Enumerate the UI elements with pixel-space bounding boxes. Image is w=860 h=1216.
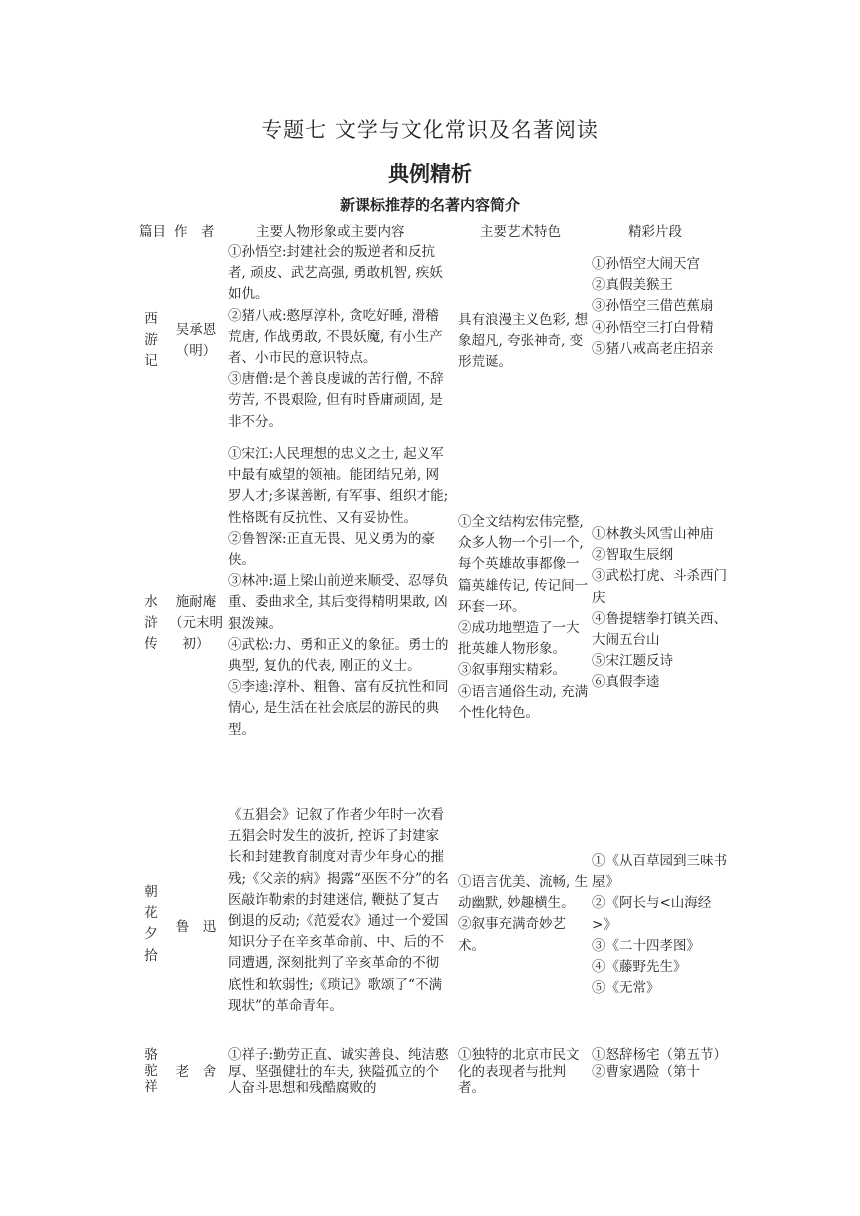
- row4-art: ①独特的北京市民文化的表现者与批判者。: [458, 1047, 580, 1096]
- row3-title: 朝 花 夕 拾: [144, 884, 158, 964]
- row4-characters: ①祥子:勤劳正直、诚实善良、纯洁憨厚、坚强健壮的车夫, 狭隘孤立的个人奋斗思想和残酷腐败的: [228, 1047, 449, 1096]
- header-clips: 精彩片段: [628, 224, 682, 240]
- page-title: 专题七 文学与文化常识及名著阅读: [261, 118, 599, 142]
- row3-art: ①语言优美、流畅, 生动幽默, 妙趣横生。 ②叙事充满奇妙艺术。: [458, 874, 589, 954]
- row2-clips: ①林教头风雪山神庙 ②智取生辰纲 ③武松打虎、斗杀西门庆 ④鲁提辖拳打镇关西、大闹五台山 ⑤宋江题反诗 ⑥真假李逵: [592, 526, 727, 691]
- row3-characters: 《五猖会》记叙了作者少年时一次看五猖会时发生的波折, 控诉了封建家长和封建教育制度对青少年身心的摧残;《父亲的病》揭露“巫医不分”的名医敲诈勒索的封建迷信, 鞭挞了复古倒退的反动;《范爱农》通过一个爱国知识分子在辛亥革命前、中、后的不同遭遇, 深刻批判了辛亥革命的不彻底性和软弱性;《琐记》歌颂了“不满现状”的革命青年。: [228, 807, 449, 1014]
- header-art: 主要艺术特色: [480, 224, 561, 240]
- header-title: 篇目: [139, 224, 166, 240]
- row2-title: 水 浒 传: [144, 594, 158, 653]
- row1-author: 吴承恩 （明）: [175, 322, 217, 359]
- table-title: 新课标推荐的名著内容简介: [339, 196, 520, 214]
- row3-author: 鲁 迅: [175, 919, 217, 935]
- row2-characters: ①宋江:人民理想的忠义之士, 起义军中最有威望的领袖。能团结兄弟, 网罗人才;多谋善断, 有军事、组织才能;性格既有反抗性、又有妥协性。 ②鲁智深:正直无畏、见义勇为的豪侠。 ③林冲:逼上梁山前逆来顺受、忍辱负重、委曲求全, 其后变得精明果敢, 凶狠泼辣。 ④武松:力、勇和正义的象征。勇士的典型, 复仇的代表, 刚正的义士。 ⑤李逵:淳朴、粗鲁、富有反抗性和同情心, 是生活在社会底层的游民的典型。: [228, 446, 449, 738]
- header-characters: 主要人物形象或主要内容: [256, 224, 405, 240]
- header-author: 作 者: [174, 224, 215, 240]
- section-title: 典例精析: [388, 162, 472, 186]
- row1-art: 具有浪漫主义色彩, 想象超凡, 夸张神奇, 变形荒诞。: [458, 312, 589, 371]
- row2-art: ①全文结构宏伟完整, 众多人物一个引一个, 每个英雄故事都像一篇英雄传记, 传记间一环套一环。 ②成功地塑造了一大批英雄人物形象。 ③叙事翔实精彩。 ④语言通俗生动, 充满个性化特色。: [458, 514, 589, 721]
- row3-clips: ①《从百草园到三味书屋》 ②《阿长与<山海经>》 ③《二十四孝图》 ④《藤野先生》 ⑤《无常》: [592, 853, 727, 997]
- row2-author: 施耐庵 （元末明 初）: [169, 594, 223, 652]
- row1-title: 西 游 记: [144, 311, 158, 370]
- row4-title: 骆 驼 祥: [144, 1047, 158, 1095]
- row4-author: 老 舍: [175, 1064, 217, 1080]
- row1-characters: ①孙悟空:封建社会的叛逆者和反抗者, 顽皮、武艺高强, 勇敢机智, 疾妖如仇。 ②猪八戒:憨厚淳朴, 贪吃好睡, 滑稽荒唐, 作战勇敢, 不畏妖魔, 有小生产者、小市民的意识特点。 ③唐僧:是个善良虔诚的苦行僧, 不辞劳苦, 不畏艰险, 但有时昏庸顽固, 是非不分。: [228, 244, 444, 430]
- row4-clips: ①怒辞杨宅（第五节） ②曹家遇险（第十: [592, 1047, 727, 1080]
- row1-clips: ①孙悟空大闹天宫 ②真假美猴王 ③孙悟空三借芭蕉扇 ④孙悟空三打白骨精 ⑤猪八戒高老庄招亲: [592, 256, 714, 357]
